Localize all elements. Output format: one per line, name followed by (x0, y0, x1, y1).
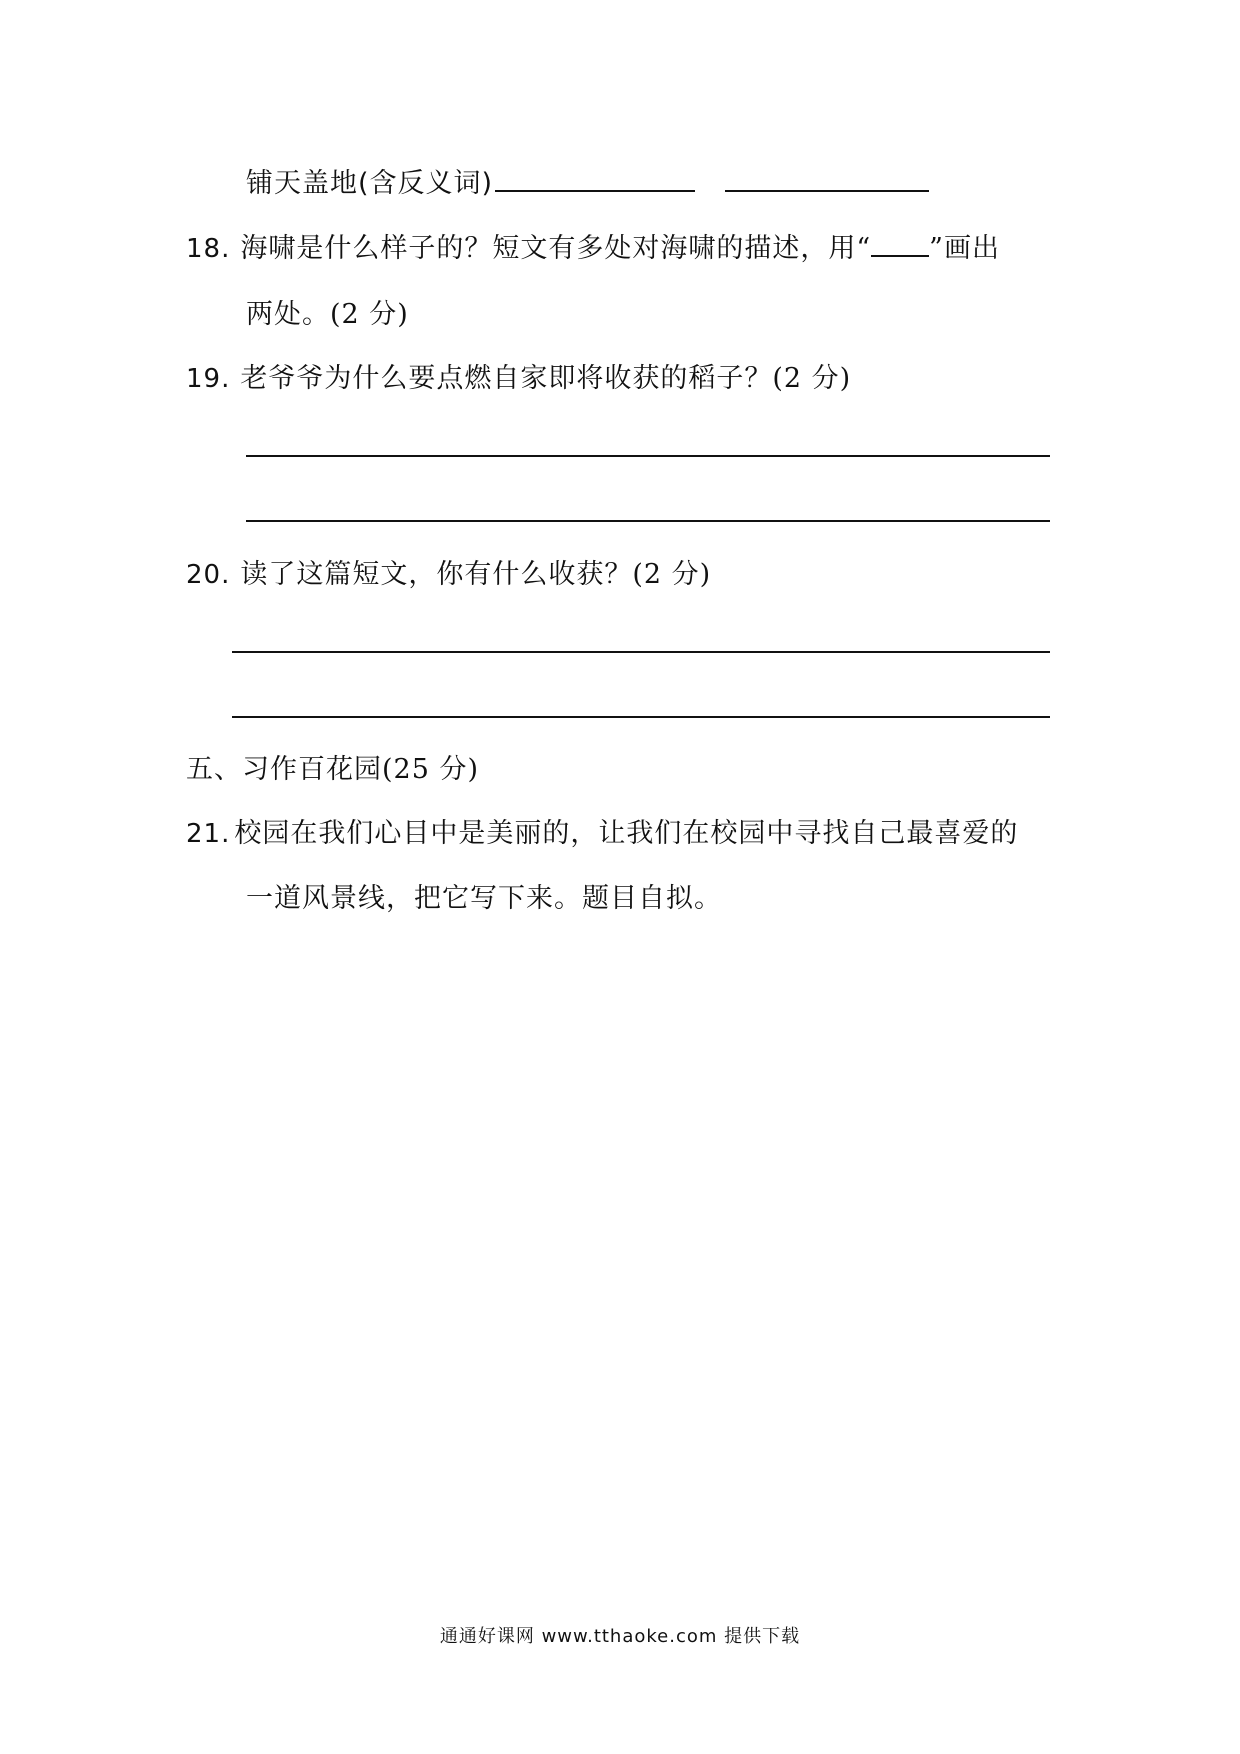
q17-word: 铺天盖地 (246, 168, 358, 199)
footer-credit: 通通好课网 www.tthaoke.com 提供下载 (439, 1626, 801, 1647)
section5-title (186, 752, 479, 788)
q17-antonym-line (246, 166, 929, 202)
q20-line (186, 557, 711, 593)
q20-text: 读了这篇短文，你有什么收获？(2 分) (240, 559, 712, 590)
q20-answer-line-2[interactable] (232, 716, 1050, 718)
q19-text: 老爷爷为什么要点燃自家即将收获的稻子？(2 分) (240, 363, 852, 394)
q21-line-2 (246, 881, 722, 917)
q19-answer-line-1[interactable] (246, 455, 1050, 457)
q20-answer-line-1[interactable] (232, 651, 1050, 653)
q18-text-b: ”画出 (929, 233, 1000, 264)
q17-blank-2[interactable] (725, 166, 929, 192)
q17-hint: (含反义词) (358, 168, 494, 199)
q21-number: 21. (186, 819, 231, 849)
q19-answer-line-2[interactable] (246, 520, 1050, 522)
q21-line-1 (186, 816, 1018, 852)
q18-line-2 (246, 297, 409, 333)
q18-number: 18. (186, 234, 231, 264)
q18-inline-blank (871, 231, 929, 257)
q18-text-c: 两处。(2 分) (246, 299, 409, 330)
q20-number: 20. (186, 560, 231, 590)
q17-blank-1[interactable] (495, 166, 695, 192)
q19-line (186, 361, 851, 397)
q21-text-b: 一道风景线，把它写下来。题目自拟。 (246, 883, 722, 914)
section5-title-text: 五、习作百花园(25 分) (186, 754, 480, 785)
q21-text-a: 校园在我们心目中是美丽的，让我们在校园中寻找自己最喜爱的 (234, 818, 1019, 849)
q18-text-a: 海啸是什么样子的？短文有多处对海啸的描述，用“ (240, 233, 872, 264)
q18-line-1 (186, 231, 1000, 267)
q19-number: 19. (186, 364, 231, 394)
